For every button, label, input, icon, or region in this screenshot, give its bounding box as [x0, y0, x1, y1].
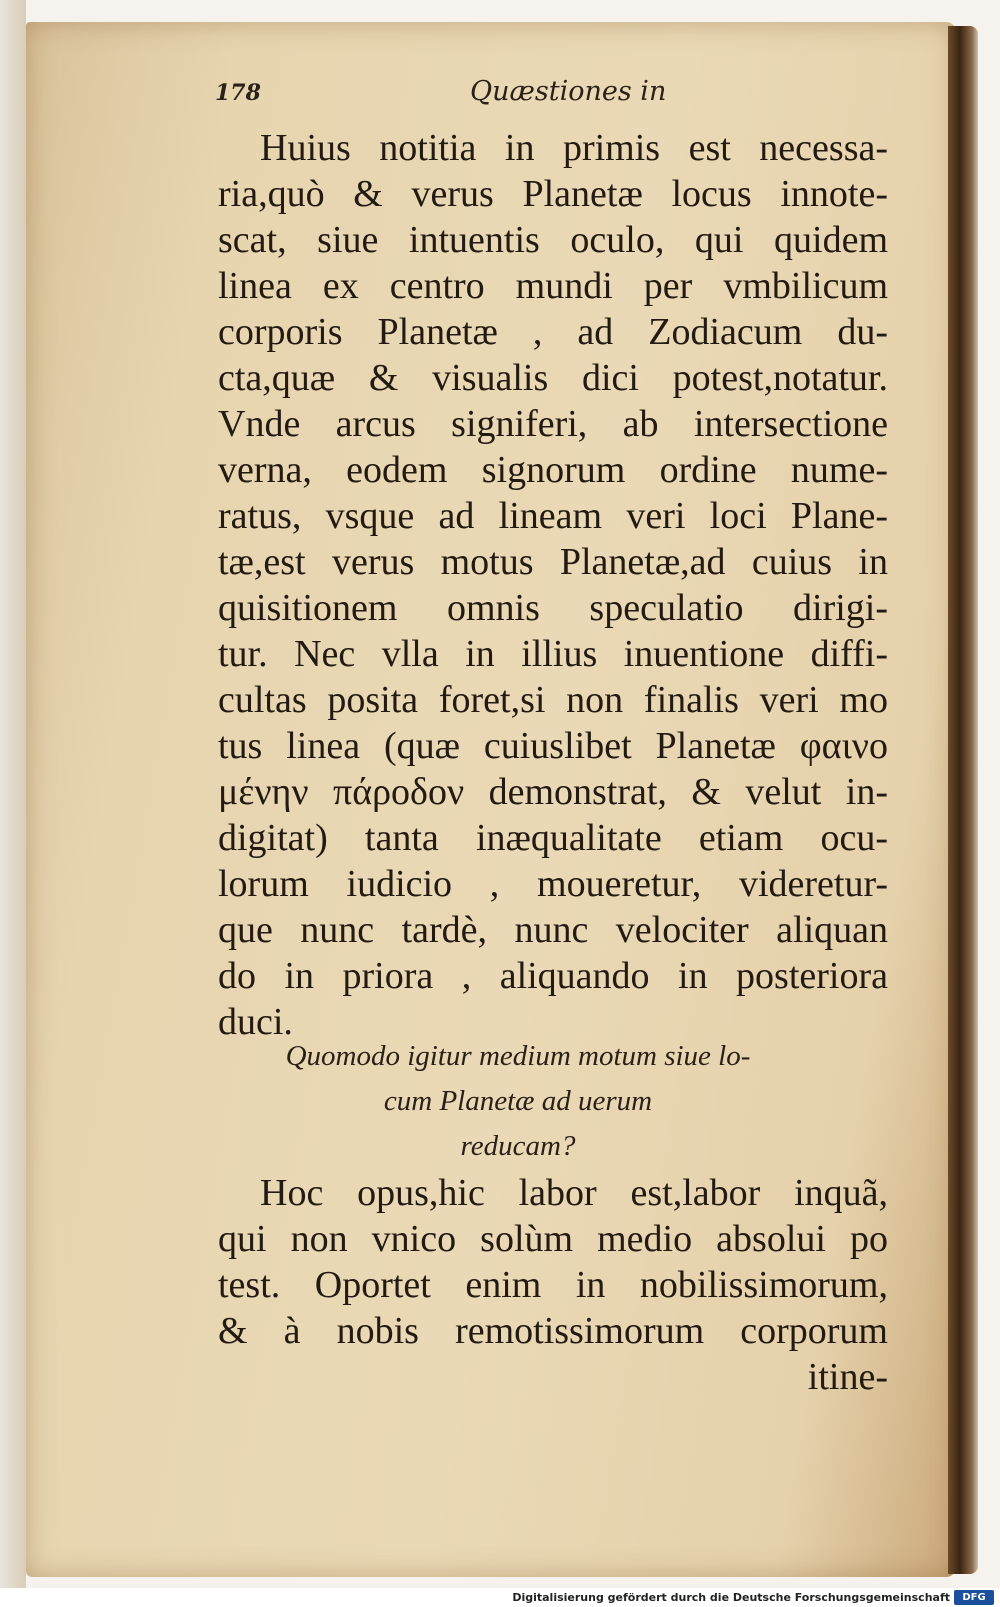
text-line: test. Oportet enim in nobilissimorum, [218, 1264, 888, 1306]
question-line: Quomodo igitur medium motum siue lo- [285, 1040, 751, 1072]
text-line: Hoc opus,hic labor est,labor inquã, [260, 1172, 888, 1214]
question-line: reducam? [460, 1130, 576, 1162]
text-line: lorum iudicio , moueretur, videretur- [218, 863, 888, 905]
dfg-logo: DFG [954, 1590, 994, 1605]
text-line: Huius notitia in primis est necessa- [260, 127, 888, 169]
catchword: itine- [807, 1356, 888, 1398]
question-line: cum Planetæ ad uerum [383, 1085, 653, 1117]
page-shadow [0, 0, 26, 1588]
funding-credit: Digitalisierung gefördert durch die Deutsche Forschungsgemeinschaft [512, 1591, 950, 1604]
text-line: quisitionem omnis speculatio dirigi- [218, 587, 888, 629]
text-line: tur. Nec vlla in illius inuentione diffi- [218, 633, 888, 675]
text-line: μένην πάροδον demonstrat, & velut in- [218, 771, 888, 813]
book-spine-edge [948, 26, 978, 1574]
text-line: tus linea (quæ cuiuslibet Planetæ φαινο [218, 725, 888, 767]
text-line: linea ex centro mundi per vmbilicum [218, 265, 888, 307]
page-header [215, 74, 915, 114]
text-line: scat, siue intuentis oculo, qui quidem [218, 219, 888, 261]
text-line: cultas posita foret,si non finalis veri mo [218, 679, 888, 721]
page-number: 178 [215, 80, 261, 106]
text-line: cta,quæ & visualis dici potest,notatur. [218, 357, 888, 399]
text-line: tæ,est verus motus Planetæ,ad cuius in [218, 541, 888, 583]
text-line: ratus, vsque ad lineam veri loci Plane- [218, 495, 888, 537]
text-line: digitat) tanta inæqualitate etiam ocu- [218, 817, 888, 859]
text-line: que nunc tardè, nunc velociter aliquan [218, 909, 888, 951]
text-line: verna, eodem signorum ordine nume- [218, 449, 888, 491]
body-text-block-2 [218, 1170, 888, 1400]
digitization-footer [0, 1589, 1000, 1607]
section-question [218, 1034, 818, 1169]
text-line: do in priora , aliquando in posteriora [218, 955, 888, 997]
text-line: duci. [218, 1001, 293, 1043]
body-text-block [218, 125, 888, 1045]
text-line: corporis Planetæ , ad Zodiacum du- [218, 311, 888, 353]
text-line: ria,quò & verus Planetæ locus innote- [218, 173, 888, 215]
text-line: & à nobis remotissimorum corporum [218, 1310, 888, 1352]
running-head: Quæstiones in [470, 76, 667, 107]
text-line: Vnde arcus signiferi, ab intersectione [218, 403, 888, 445]
text-line: qui non vnico solùm medio absolui po [218, 1218, 888, 1260]
